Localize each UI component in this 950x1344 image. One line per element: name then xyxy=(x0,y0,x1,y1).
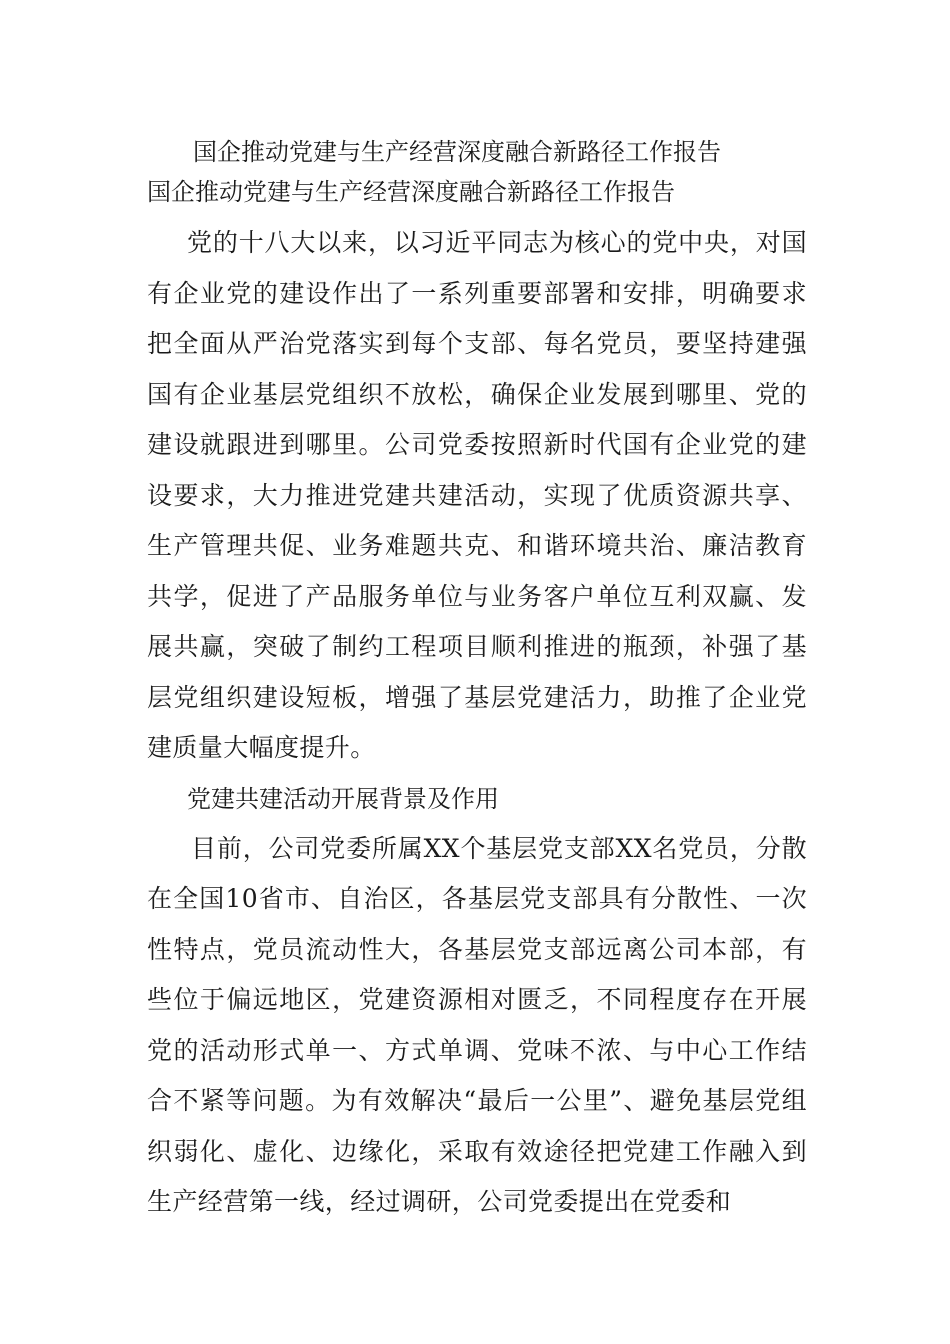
section-heading: 党建共建活动开展背景及作用 xyxy=(187,784,499,813)
paragraph-background: 目前，公司党委所属XX个基层党支部XX名党员，分散在全国10省市、自治区，各基层党支部具有分散性、一次性特点，党员流动性大，各基层党支部远离公司本部，有些位于偏远地区，党建资源相对匮乏，不同程度存在开展党的活动形式单一、方式单调、党味不浓、与中心工作结合不紧等问题。为有效解决“最后一公里”、避免基层党组织弱化、虚化、边缘化，采取有效途径把党建工作融入到生产经营第一线，经过调研，公司党委提出在党委和 xyxy=(147,833,807,1216)
document-subtitle: 国企推动党建与生产经营深度融合新路径工作报告 xyxy=(147,178,675,206)
document-title: 国企推动党建与生产经营深度融合新路径工作报告 xyxy=(193,138,721,166)
document-body xyxy=(147,132,807,1228)
paragraph-intro: 党的十八大以来，以习近平同志为核心的党中央，对国有企业党的建设作出了一系列重要部署和安排，明确要求把全面从严治党落实到每个支部、每名党员，要坚持建强国有企业基层党组织不放松，确保企业发展到哪里、党的建设就跟进到哪里。公司党委按照新时代国有企业党的建设要求，大力推进党建共建活动，实现了优质资源共享、生产管理共促、业务难题共克、和谐环境共治、廉洁教育共学，促进了产品服务单位与业务客户单位互利双赢、发展共赢，突破了制约工程项目顺利推进的瓶颈，补强了基层党组织建设短板，增强了基层党建活力，助推了企业党建质量大幅度提升。 xyxy=(147,228,807,762)
